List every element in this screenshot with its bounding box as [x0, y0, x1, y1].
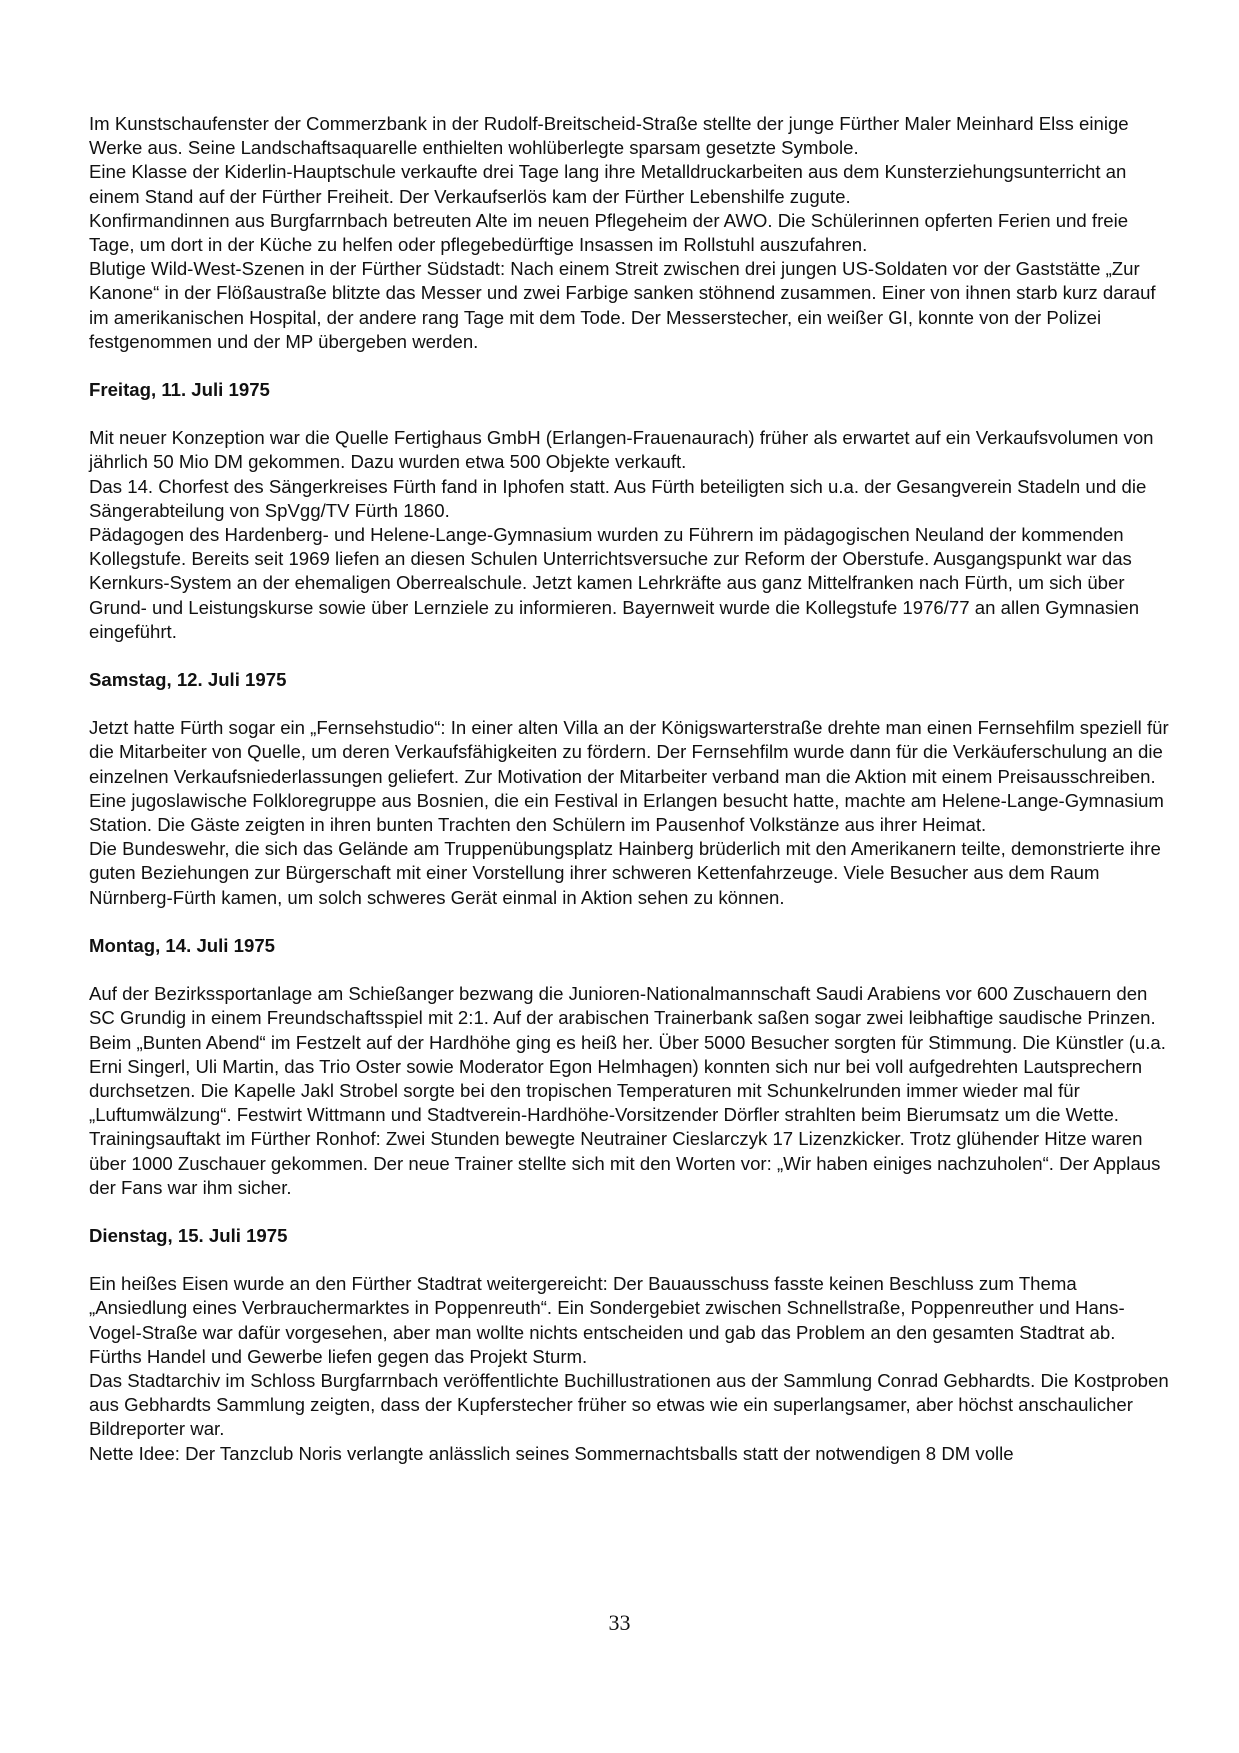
section-heading: Montag, 14. Juli 1975 — [89, 934, 276, 956]
paragraph: Jetzt hatte Fürth sogar ein „Fernsehstudio“: In einer alten Villa an der Königswarterstraße drehte man einen Fernsehfilm speziell für die Mitarbeiter von Quelle, um deren Verkaufsfähigkeiten zu fördern. Der Fernsehfilm wurde dann für die Verkäuferschulung an die einzelnen Verkaufsniederlassungen geliefert. Zur Motivation der Mitarbeiter verband man die Aktion mit einem Preisausschreiben. — [89, 717, 1169, 787]
paragraph: Konfirmandinnen aus Burgfarrnbach betreuten Alte im neuen Pflegeheim der AWO. Die Schülerinnen opferten Ferien und freie Tage, um dort in der Küche zu helfen oder pflegebedürftige Insassen im Rollstuhl auszufahren. — [89, 209, 1129, 256]
paragraph: Blutige Wild-West-Szenen in der Fürther Südstadt: Nach einem Streit zwischen drei jungen US-Soldaten vor der Gaststätte „Zur Kanone“ in der Flößaustraße blitzte das Messer und zwei Farbige sanken stöhnend zusammen. Einer von ihnen starb kurz darauf im amerikanischen Hospital, der andere rang Tage mit dem Tode. Der Messerstecher, ein weißer GI, konnte von der Polizei festgenommen und der MP übergeben werden. — [89, 258, 1156, 352]
paragraph: Nette Idee: Der Tanzclub Noris verlangte anlässlich seines Sommernachtsballs statt der notwendigen 8 DM volle — [89, 1442, 1014, 1464]
paragraph: Das Stadtarchiv im Schloss Burgfarrnbach veröffentlichte Buchillustrationen aus der Sammlung Conrad Gebhardts. Die Kostproben aus Gebhardts Sammlung zeigten, dass der Kupferstecher früher so etwas wie ein superlangsamer, aber höchst anschaulicher Bildreporter war. — [89, 1369, 1169, 1440]
paragraph: Die Bundeswehr, die sich das Gelände am Truppenübungsplatz Hainberg brüderlich mit den Amerikanern teilte, demonstrierte ihre guten Beziehungen zur Bürgerschaft mit einer Vorstellung ihrer schweren Kettenfahrzeuge. Viele Besucher aus dem Raum Nürnberg-Fürth kamen, um solch schweres Gerät einmal in Aktion sehen zu können. — [89, 838, 1161, 908]
page-body — [89, 112, 1169, 1466]
paragraph: Pädagogen des Hardenberg- und Helene-Lange-Gymnasium wurden zu Führern im pädagogischen Neuland der kommenden Kollegstufe. Bereits seit 1969 liefen an diesen Schulen Unterrichtsversuche zur Reform der Oberstufe. Ausgangspunkt war das Kernkurs-System an der ehemaligen Oberrealschule. Jetzt kamen Lehrkräfte aus ganz Mittelfranken nach Fürth, um sich über Grund- und Leistungskurse sowie über Lernziele zu informieren. Bayernweit wurde die Kollegstufe 1976/77 an allen Gymnasien eingeführt. — [89, 524, 1140, 642]
paragraph: Im Kunstschaufenster der Commerzbank in der Rudolf-Breitscheid-Straße stellte der junge Fürther Maler Meinhard Elss einige Werke aus. Seine Landschaftsaquarelle enthielten wohlüberlegte sparsam gesetzte Symbole. — [89, 113, 1129, 159]
paragraph: Trainingsauftakt im Fürther Ronhof: Zwei Stunden bewegte Neutrainer Cieslarczyk 17 Lizenzkicker. Trotz glühender Hitze waren über 1000 Zuschauer gekommen. Der neue Trainer stellte sich mit den Worten vor: „Wir haben einiges nachzuholen“. Der Applaus der Fans war ihm sicher. — [89, 1128, 1161, 1198]
section-heading: Samstag, 12. Juli 1975 — [89, 669, 287, 691]
paragraph: Eine Klasse der Kiderlin-Hauptschule verkaufte drei Tage lang ihre Metalldruckarbeiten aus dem Kunsterziehungsunterricht an einem Stand auf der Fürther Freiheit. Der Verkaufserlös kam der Fürther Lebenshilfe zugute. — [89, 161, 1127, 207]
section-freitag — [89, 378, 1169, 644]
section-dienstag — [89, 1224, 1169, 1466]
paragraph: Beim „Bunten Abend“ im Festzelt auf der Hardhöhe ging es heiß her. Über 5000 Besucher sorgten für Stimmung. Die Künstler (u.a. Erni Singerl, Uli Martin, das Trio Oster sowie Moderator Egon Helmhagen) konnten sich nur bei voll aufgedrehten Lautsprechern durchsetzen. Die Kapelle Jakl Strobel sorgte bei den tropischen Temperaturen mit Schunkelrunden immer wieder mal für „Luftumwälzung“. Festwirt Wittmann und Stadtverein-Hardhöhe-Vorsitzender Dörfler strahlten beim Bierumsatz um die Wette. — [89, 1031, 1166, 1126]
page-number: 33 — [608, 1610, 631, 1635]
paragraph: Eine jugoslawische Folkloregruppe aus Bosnien, die ein Festival in Erlangen besucht hatte, machte am Helene-Lange-Gymnasium Station. Die Gäste zeigten in ihren bunten Trachten den Schülern im Pausenhof Volkstänze aus ihrer Heimat. — [89, 789, 1164, 836]
paragraph: Ein heißes Eisen wurde an den Fürther Stadtrat weitergereicht: Der Bauausschuss fasste keinen Beschluss zum Thema „Ansiedlung eines Verbrauchermarktes in Poppenreuth“. Ein Sondergebiet zwischen Schnellstraße, Poppenreuther und Hans-Vogel-Straße war dafür vorgesehen, aber man wollte nichts entscheiden und gab das Problem an den gesamten Stadtrat ab. Fürths Handel und Gewerbe liefen gegen das Projekt Sturm. — [89, 1273, 1125, 1367]
section-heading: Freitag, 11. Juli 1975 — [89, 379, 270, 401]
paragraph: Auf der Bezirkssportanlage am Schießanger bezwang die Junioren-Nationalmannschaft Saudi Arabiens vor 600 Zuschauern den SC Grundig in einem Freundschaftsspiel mit 2:1. Auf der arabischen Trainerbank saßen sogar zwei leibhaftige saudische Prinzen. — [89, 983, 1156, 1029]
section-montag — [89, 934, 1169, 1200]
section-heading: Dienstag, 15. Juli 1975 — [89, 1224, 288, 1246]
paragraph: Mit neuer Konzeption war die Quelle Fertighaus GmbH (Erlangen-Frauenaurach) früher als erwartet auf ein Verkaufsvolumen von jährlich 50 Mio DM gekommen. Dazu wurden etwa 500 Objekte verkauft. — [89, 427, 1154, 473]
section-samstag — [89, 668, 1169, 910]
paragraph: Das 14. Chorfest des Sängerkreises Fürth fand in Iphofen statt. Aus Fürth beteiligten sich u.a. der Gesangverein Stadeln und die Sängerabteilung von SpVgg/TV Fürth 1860. — [89, 475, 1147, 521]
